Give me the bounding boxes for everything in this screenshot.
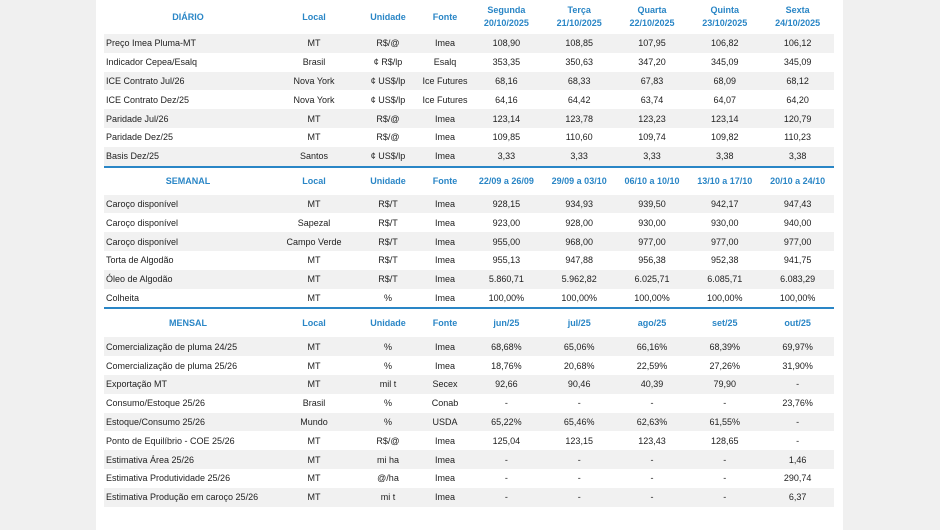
- table-row: [104, 34, 834, 53]
- row-value: 65,22%: [470, 413, 543, 432]
- table-row: [104, 469, 834, 488]
- row-value: 125,04: [492, 435, 521, 446]
- row-value: -: [577, 398, 581, 409]
- row-value: 128,65: [711, 435, 739, 446]
- period-header: out/25: [761, 308, 834, 337]
- table-row: [104, 337, 834, 356]
- table-row: [104, 450, 834, 469]
- day-header: [470, 0, 543, 34]
- row-value: 123,14: [470, 109, 543, 128]
- row-value: 3,38: [761, 147, 834, 167]
- fonte-header: Fonte: [420, 167, 470, 195]
- day-date: 23/10/2025: [702, 18, 748, 28]
- day-header: [688, 0, 761, 34]
- day-date: 24/10/2025: [775, 18, 821, 28]
- cotton-market-table: [104, 0, 834, 507]
- row-value: 92,66: [470, 375, 543, 394]
- row-value: 3,33: [616, 147, 689, 167]
- day-date: 21/10/2025: [556, 18, 602, 28]
- row-value: -: [616, 488, 689, 507]
- row-value: 123,43: [638, 435, 666, 446]
- fonte-header: Fonte: [432, 11, 458, 22]
- table-row: [104, 289, 834, 309]
- row-value: 64,20: [786, 94, 809, 105]
- row-value: 68,12: [761, 72, 834, 91]
- row-local: MT: [272, 34, 356, 53]
- row-label: Ponto de Equilíbrio - COE 25/26: [106, 435, 235, 446]
- row-value: 120,79: [761, 109, 834, 128]
- row-value: 940,00: [783, 217, 812, 228]
- period-header: 29/09 a 03/10: [543, 167, 616, 195]
- row-fonte: Imea: [434, 217, 455, 228]
- row-value: 952,38: [711, 255, 739, 266]
- row-fonte: Imea: [420, 450, 470, 469]
- table-row: [104, 251, 834, 270]
- row-value: 5.860,71: [470, 270, 543, 289]
- row-value: 27,26%: [709, 360, 741, 371]
- row-unidade: %: [356, 337, 420, 356]
- row-value: 23,76%: [782, 398, 813, 409]
- row-local: MT: [307, 292, 321, 303]
- day-date: 20/10/2025: [483, 18, 529, 28]
- row-fonte: Imea: [420, 147, 470, 167]
- row-value: 955,00: [470, 232, 543, 251]
- row-value: 930,00: [711, 217, 739, 228]
- table-row: [104, 195, 834, 214]
- row-value: 68,16: [470, 72, 543, 91]
- row-label: Estimativa Área 25/26: [104, 450, 272, 469]
- row-local: MT: [272, 450, 356, 469]
- day-name: Quinta: [710, 5, 740, 15]
- row-value: 68,09: [688, 72, 761, 91]
- row-value: 947,88: [565, 255, 593, 266]
- row-value: 5.962,82: [543, 270, 616, 289]
- row-value: 69,97%: [761, 337, 834, 356]
- row-value: -: [577, 473, 581, 484]
- row-unidade: ¢ US$/lp: [356, 147, 420, 167]
- row-unidade: R$/T: [356, 195, 420, 214]
- row-unidade: %: [383, 398, 392, 409]
- period-header: jun/25: [470, 308, 543, 337]
- row-label: Óleo de Algodão: [104, 270, 272, 289]
- row-value: 110,60: [565, 132, 593, 143]
- row-unidade: mi ha: [356, 450, 420, 469]
- row-value: -: [470, 450, 543, 469]
- table-row: [104, 394, 834, 413]
- row-label: ICE Contrato Jul/26: [104, 72, 272, 91]
- row-value: 68,68%: [470, 337, 543, 356]
- row-unidade: R$/T: [378, 217, 398, 228]
- row-unidade: R$/T: [356, 270, 420, 289]
- table-row: [104, 213, 834, 232]
- row-value: 347,20: [638, 57, 666, 68]
- row-value: 930,00: [638, 217, 666, 228]
- unidade-header: Unidade: [356, 308, 420, 337]
- row-value: 64,07: [713, 94, 737, 105]
- period-header: 13/10 a 17/10: [688, 167, 761, 195]
- row-label: Paridade Jul/26: [104, 109, 272, 128]
- table-row: [104, 488, 834, 507]
- day-name: Quarta: [637, 5, 667, 15]
- day-date: 22/10/2025: [629, 18, 675, 28]
- period-header: 22/09 a 26/09: [470, 167, 543, 195]
- row-value: 62,63%: [616, 413, 689, 432]
- row-value: -: [543, 488, 616, 507]
- row-value: 928,15: [470, 195, 543, 214]
- row-value: 123,15: [565, 435, 593, 446]
- row-value: 1,46: [761, 450, 834, 469]
- row-unidade: R$/@: [376, 435, 400, 446]
- row-fonte: Imea: [420, 232, 470, 251]
- row-fonte: USDA: [420, 413, 470, 432]
- row-value: -: [723, 473, 727, 484]
- mensal-header-row: [104, 308, 834, 337]
- row-local: MT: [307, 360, 321, 371]
- fonte-header: Fonte: [420, 308, 470, 337]
- period-header: 06/10 a 10/10: [616, 167, 689, 195]
- row-fonte: Imea: [420, 337, 470, 356]
- row-value: 345,09: [711, 57, 739, 68]
- row-value: 22,59%: [636, 360, 668, 371]
- row-value: 6.085,71: [688, 270, 761, 289]
- row-unidade: @/ha: [377, 473, 399, 484]
- row-label: Caroço disponível: [106, 217, 179, 228]
- row-value: 31,90%: [782, 360, 813, 371]
- row-value: 20,68%: [563, 360, 595, 371]
- row-value: 3,33: [470, 147, 543, 167]
- row-label: Exportação MT: [104, 375, 272, 394]
- row-value: 6.025,71: [616, 270, 689, 289]
- row-value: 18,76%: [491, 360, 522, 371]
- row-local: Mundo: [272, 413, 356, 432]
- row-local: MT: [272, 109, 356, 128]
- diario-header-row: [104, 0, 834, 34]
- row-value: 79,90: [688, 375, 761, 394]
- row-value: 934,93: [543, 195, 616, 214]
- row-local: Nova York: [272, 72, 356, 91]
- row-unidade: mil t: [356, 375, 420, 394]
- row-value: -: [504, 398, 508, 409]
- row-local: MT: [307, 132, 321, 143]
- row-value: 350,63: [565, 57, 593, 68]
- row-value: 64,42: [567, 94, 591, 105]
- row-value: 67,83: [616, 72, 689, 91]
- row-local: Brasil: [302, 398, 326, 409]
- row-value: 63,74: [640, 94, 664, 105]
- row-local: Campo Verde: [272, 232, 356, 251]
- table-row: [104, 128, 834, 147]
- row-fonte: Imea: [434, 255, 455, 266]
- row-fonte: Secex: [420, 375, 470, 394]
- row-value: 100,00%: [707, 292, 743, 303]
- row-value: -: [650, 398, 654, 409]
- row-value: 61,55%: [688, 413, 761, 432]
- row-local: Nova York: [293, 94, 335, 105]
- row-value: 65,06%: [543, 337, 616, 356]
- row-value: 290,74: [783, 473, 812, 484]
- table-row: [104, 147, 834, 167]
- semanal-title: SEMANAL: [104, 167, 272, 195]
- row-label: Caroço disponível: [104, 195, 272, 214]
- row-value: 107,95: [616, 34, 689, 53]
- period-header: ago/25: [616, 308, 689, 337]
- row-value: 40,39: [616, 375, 689, 394]
- table-row: [104, 270, 834, 289]
- row-label: Preço Imea Pluma-MT: [104, 34, 272, 53]
- row-value: 956,38: [638, 255, 666, 266]
- row-value: 977,00: [761, 232, 834, 251]
- row-unidade: ¢ R$/lp: [373, 57, 403, 68]
- row-value: 100,00%: [634, 292, 670, 303]
- row-value: 100,00%: [779, 292, 816, 303]
- day-header: [543, 0, 616, 34]
- row-unidade: %: [383, 360, 392, 371]
- table-row: [104, 72, 834, 91]
- row-value: 109,74: [638, 132, 666, 143]
- row-value: -: [761, 413, 834, 432]
- row-fonte: Imea: [434, 473, 455, 484]
- row-value: 947,43: [761, 195, 834, 214]
- row-value: -: [796, 435, 800, 446]
- local-header: Local: [272, 308, 356, 337]
- row-value: 123,23: [616, 109, 689, 128]
- period-header: jul/25: [543, 308, 616, 337]
- row-value: 6,37: [761, 488, 834, 507]
- row-label: Estimativa Produtividade 25/26: [106, 473, 231, 484]
- unidade-header: Unidade: [370, 11, 406, 22]
- row-value: 6.083,29: [761, 270, 834, 289]
- row-value: 64,16: [495, 94, 518, 105]
- row-value: 90,46: [543, 375, 616, 394]
- row-fonte: Imea: [434, 132, 455, 143]
- row-fonte: Imea: [420, 34, 470, 53]
- row-value: 928,00: [565, 217, 593, 228]
- unidade-header: Unidade: [356, 167, 420, 195]
- row-local: Brasil: [302, 57, 326, 68]
- row-value: 106,82: [688, 34, 761, 53]
- row-value: 109,82: [711, 132, 739, 143]
- row-unidade: ¢ US$/lp: [356, 72, 420, 91]
- table-row: [104, 109, 834, 128]
- row-label: Indicador Cepea/Esalq: [106, 57, 198, 68]
- row-value: 68,39%: [688, 337, 761, 356]
- row-label: Basis Dez/25: [104, 147, 272, 167]
- row-fonte: Esalq: [433, 57, 457, 68]
- row-value: 941,75: [783, 255, 812, 266]
- row-unidade: R$/@: [376, 132, 400, 143]
- row-value: -: [723, 398, 727, 409]
- row-value: 123,14: [688, 109, 761, 128]
- day-name: Sexta: [785, 5, 810, 15]
- row-value: 100,00%: [561, 292, 597, 303]
- table-row: [104, 90, 834, 109]
- row-value: 942,17: [688, 195, 761, 214]
- row-label: Estimativa Produção em caroço 25/26: [104, 488, 272, 507]
- row-local: MT: [272, 195, 356, 214]
- row-fonte: Ice Futures: [420, 72, 470, 91]
- row-unidade: R$/T: [378, 255, 398, 266]
- day-name: Terça: [567, 5, 591, 15]
- period-header: 20/10 a 24/10: [761, 167, 834, 195]
- row-value: 68,33: [543, 72, 616, 91]
- local-header: Local: [272, 167, 356, 195]
- row-local: MT: [307, 473, 321, 484]
- row-local: MT: [307, 435, 321, 446]
- row-unidade: mi t: [356, 488, 420, 507]
- local-header: Local: [302, 11, 326, 22]
- row-value: 108,85: [543, 34, 616, 53]
- mensal-title: MENSAL: [104, 308, 272, 337]
- row-value: -: [761, 375, 834, 394]
- row-label: Paridade Dez/25: [106, 132, 174, 143]
- day-header: [616, 0, 689, 34]
- row-value: 955,13: [492, 255, 521, 266]
- table-row: [104, 413, 834, 432]
- row-value: 65,46%: [543, 413, 616, 432]
- row-value: 968,00: [543, 232, 616, 251]
- row-fonte: Imea: [434, 435, 455, 446]
- semanal-header-row: [104, 167, 834, 195]
- row-value: 100,00%: [488, 292, 525, 303]
- row-fonte: Imea: [420, 488, 470, 507]
- row-label: Caroço disponível: [104, 232, 272, 251]
- table-row: [104, 375, 834, 394]
- row-local: MT: [307, 255, 321, 266]
- row-label: Comercialização de pluma 24/25: [104, 337, 272, 356]
- row-value: 123,78: [543, 109, 616, 128]
- row-label: Estoque/Consumo 25/26: [104, 413, 272, 432]
- row-fonte: Imea: [420, 270, 470, 289]
- report-panel: [96, 0, 843, 530]
- row-unidade: R$/@: [356, 109, 420, 128]
- row-value: 923,00: [492, 217, 521, 228]
- row-local: MT: [272, 375, 356, 394]
- row-unidade: %: [383, 292, 392, 303]
- row-unidade: %: [356, 413, 420, 432]
- row-value: 3,33: [543, 147, 616, 167]
- row-fonte: Imea: [434, 292, 455, 303]
- row-label: Consumo/Estoque 25/26: [106, 398, 206, 409]
- row-fonte: Imea: [420, 195, 470, 214]
- row-fonte: Imea: [420, 109, 470, 128]
- table-row: [104, 53, 834, 72]
- row-value: 353,35: [492, 57, 521, 68]
- row-value: 108,90: [470, 34, 543, 53]
- row-unidade: R$/@: [356, 34, 420, 53]
- row-value: 106,12: [761, 34, 834, 53]
- row-value: 3,38: [688, 147, 761, 167]
- row-local: Sapezal: [297, 217, 331, 228]
- row-value: 66,16%: [616, 337, 689, 356]
- row-label: Torta de Algodão: [106, 255, 174, 266]
- row-local: MT: [272, 337, 356, 356]
- row-value: -: [616, 450, 689, 469]
- row-unidade: R$/T: [356, 232, 420, 251]
- row-fonte: Imea: [434, 360, 455, 371]
- row-value: -: [688, 488, 761, 507]
- row-value: 109,85: [492, 132, 521, 143]
- diario-title: DIÁRIO: [172, 11, 204, 22]
- row-fonte: Ice Futures: [422, 94, 468, 105]
- row-value: -: [650, 473, 654, 484]
- row-value: 939,50: [616, 195, 689, 214]
- day-header: [761, 0, 834, 34]
- row-value: 977,00: [688, 232, 761, 251]
- row-fonte: Conab: [431, 398, 459, 409]
- table-row: [104, 431, 834, 450]
- row-value: 110,23: [784, 132, 812, 143]
- row-value: -: [504, 473, 508, 484]
- day-name: Segunda: [487, 5, 526, 15]
- row-value: 345,09: [783, 57, 812, 68]
- row-value: -: [470, 488, 543, 507]
- row-label: Colheita: [106, 292, 140, 303]
- row-label: Comercialização de pluma 25/26: [106, 360, 238, 371]
- row-value: 977,00: [616, 232, 689, 251]
- table-row: [104, 232, 834, 251]
- row-local: Santos: [272, 147, 356, 167]
- row-local: MT: [272, 270, 356, 289]
- row-label: ICE Contrato Dez/25: [106, 94, 190, 105]
- row-value: -: [688, 450, 761, 469]
- row-value: -: [543, 450, 616, 469]
- row-local: MT: [272, 488, 356, 507]
- period-header: set/25: [688, 308, 761, 337]
- table-row: [104, 356, 834, 375]
- row-unidade: ¢ US$/lp: [370, 94, 406, 105]
